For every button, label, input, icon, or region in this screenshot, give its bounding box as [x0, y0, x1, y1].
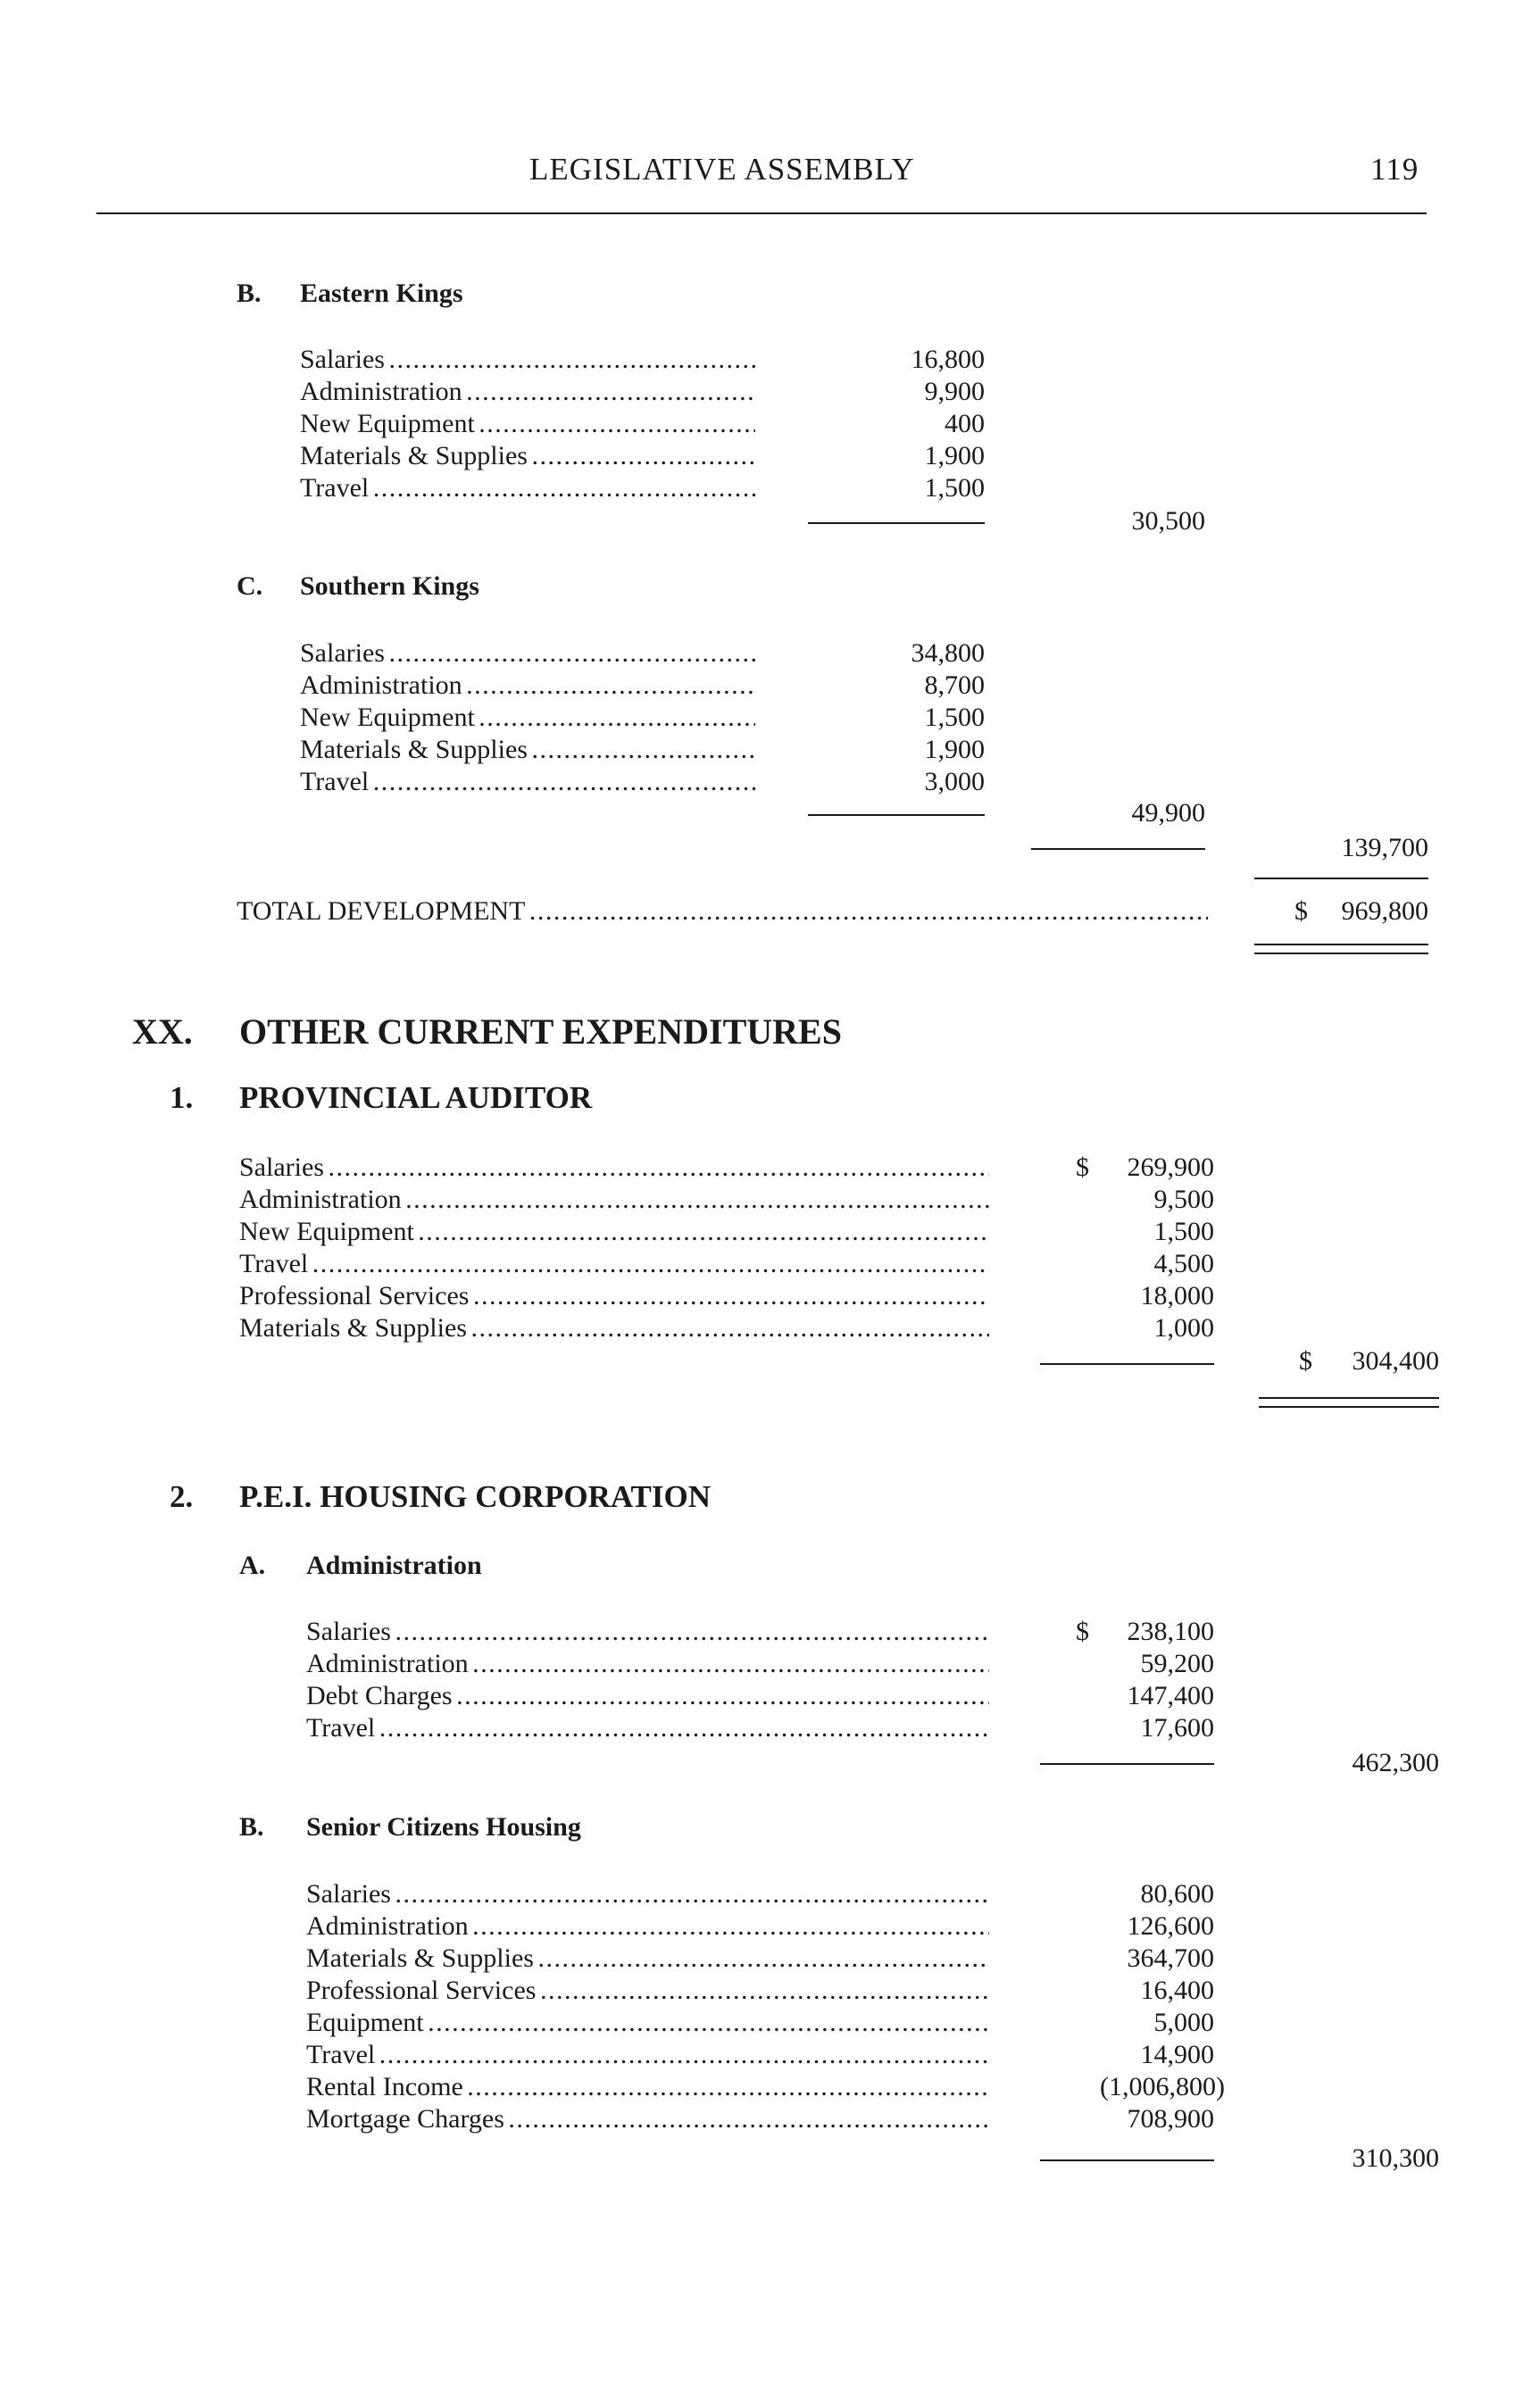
subsection-number: 1. [170, 1080, 194, 1115]
subsection-number: 2. [170, 1479, 194, 1514]
line-item-amount: 18,000 [1140, 1281, 1214, 1310]
line-item-label: New Equipment . . . [300, 702, 755, 734]
line-item-amount: 9,900 [924, 377, 985, 406]
section-number: XX. [132, 1011, 193, 1052]
provincial-auditor-heading: PROVINCIAL AUDITOR [239, 1080, 593, 1115]
line-item-label: Equipment . . . [306, 2007, 989, 2039]
line-item-amount: 16,400 [1140, 1976, 1214, 2005]
subtotal-rule [1031, 848, 1205, 850]
line-item-label: Administration . . . [239, 1184, 989, 1216]
section-letter-c: C. [237, 571, 263, 601]
total-development-amount: 969,800 [1341, 896, 1428, 926]
southern-kings-heading: Southern Kings [300, 571, 479, 601]
line-item-amount: 708,900 [1127, 2104, 1214, 2134]
line-item-amount: 1,900 [924, 735, 985, 764]
line-item-label: Salaries . . . [239, 1152, 989, 1184]
double-rule-top [1259, 1397, 1439, 1399]
line-item-label: Salaries . . . [306, 1878, 989, 1910]
development-group-total: 139,700 [1341, 833, 1428, 862]
line-item-amount: 238,100 [1127, 1617, 1214, 1646]
total-rule [1254, 878, 1428, 879]
currency-symbol: $ [1076, 1617, 1089, 1646]
senior-citizens-heading: Senior Citizens Housing [306, 1812, 581, 1842]
page-title: LEGISLATIVE ASSEMBLY [529, 152, 915, 187]
line-item-amount: 14,900 [1140, 2040, 1214, 2069]
line-item-amount: 1,900 [924, 441, 985, 470]
line-item-label: Administration . . . [306, 1910, 989, 1943]
senior-citizens-subtotal: 310,300 [1352, 2143, 1439, 2173]
line-item-label: Travel . . . [239, 1248, 989, 1280]
line-item-amount: 1,000 [1153, 1313, 1214, 1343]
subtotal-rule [1040, 1763, 1214, 1765]
line-item-amount: 3,000 [924, 767, 985, 796]
double-rule-top [1254, 944, 1428, 945]
line-item-amount: 80,600 [1140, 1879, 1214, 1909]
line-item-amount: 1,500 [924, 703, 985, 732]
currency-symbol: $ [1299, 1346, 1312, 1376]
line-item-label: Salaries . . . [300, 637, 755, 670]
administration-heading: Administration [306, 1551, 482, 1580]
section-letter-b: B. [239, 1812, 264, 1842]
line-item-label: Administration . . . [306, 1648, 989, 1680]
line-item-amount: 4,500 [1153, 1249, 1214, 1278]
double-rule-bottom [1254, 953, 1428, 954]
section-letter-b: B. [237, 279, 262, 308]
line-item-label: Salaries . . . [300, 344, 755, 376]
line-item-amount: 126,600 [1127, 1911, 1214, 1941]
line-item-amount: 1,500 [1153, 1217, 1214, 1246]
line-item-amount: 364,700 [1127, 1943, 1214, 1973]
line-item-amount: 1,500 [924, 473, 985, 503]
provincial-auditor-total: 304,400 [1352, 1346, 1439, 1376]
line-item-label: Materials & Supplies . . . [306, 1943, 989, 1975]
line-item-amount: 9,500 [1153, 1185, 1214, 1214]
line-item-amount: 5,000 [1153, 2008, 1214, 2037]
line-item-label: Professional Services . . . [306, 1975, 989, 2007]
line-item-amount: 400 [945, 409, 985, 438]
line-item-amount: 147,400 [1127, 1681, 1214, 1710]
line-item-label: Rental Income . . . [306, 2071, 989, 2103]
eastern-kings-subtotal: 30,500 [1131, 506, 1205, 536]
line-item-label: Travel . . . [300, 472, 755, 504]
line-item-label: New Equipment . . . [300, 408, 755, 440]
line-item-label: Travel . . . [306, 1712, 989, 1744]
line-item-label: New Equipment . . . [239, 1216, 989, 1248]
line-item-label: Materials & Supplies . . . [239, 1312, 989, 1344]
subtotal-rule [808, 814, 985, 816]
page-number: 119 [1370, 152, 1419, 187]
subtotal-rule [1040, 1363, 1214, 1365]
line-item-amount: 59,200 [1140, 1649, 1214, 1678]
line-item-label: Professional Services . . . [239, 1280, 989, 1312]
line-item-label: Materials & Supplies . . . [300, 734, 755, 766]
line-item-label: Mortgage Charges . . . [306, 2103, 989, 2135]
line-item-label: Administration . . . [300, 670, 755, 702]
housing-corporation-heading: P.E.I. HOUSING CORPORATION [239, 1479, 711, 1514]
subtotal-rule [1040, 2159, 1214, 2161]
administration-subtotal: 462,300 [1352, 1748, 1439, 1777]
section-heading: OTHER CURRENT EXPENDITURES [239, 1011, 842, 1052]
line-item-label: Salaries . . . [306, 1616, 989, 1648]
line-item-label: Travel . . . [306, 2039, 989, 2071]
line-item-label: Debt Charges . . . [306, 1680, 989, 1712]
currency-symbol: $ [1294, 896, 1308, 926]
total-development-label: TOTAL DEVELOPMENT . . . [237, 895, 1208, 928]
line-item-amount: 269,900 [1127, 1152, 1214, 1182]
line-item-amount: 17,600 [1140, 1713, 1214, 1743]
line-item-amount: 8,700 [924, 670, 985, 700]
line-item-label: Travel . . . [300, 766, 755, 798]
line-item-label: Materials & Supplies . . . [300, 440, 755, 472]
header-rule [96, 212, 1427, 214]
double-rule-bottom [1259, 1406, 1439, 1408]
line-item-amount: (1,006,800) [1100, 2072, 1225, 2101]
section-letter-a: A. [239, 1551, 266, 1580]
subtotal-rule [808, 522, 985, 524]
line-item-amount: 16,800 [911, 345, 985, 374]
currency-symbol: $ [1076, 1152, 1089, 1182]
eastern-kings-heading: Eastern Kings [300, 279, 463, 308]
line-item-amount: 34,800 [911, 638, 985, 668]
southern-kings-subtotal: 49,900 [1131, 798, 1205, 828]
line-item-label: Administration . . . [300, 376, 755, 408]
